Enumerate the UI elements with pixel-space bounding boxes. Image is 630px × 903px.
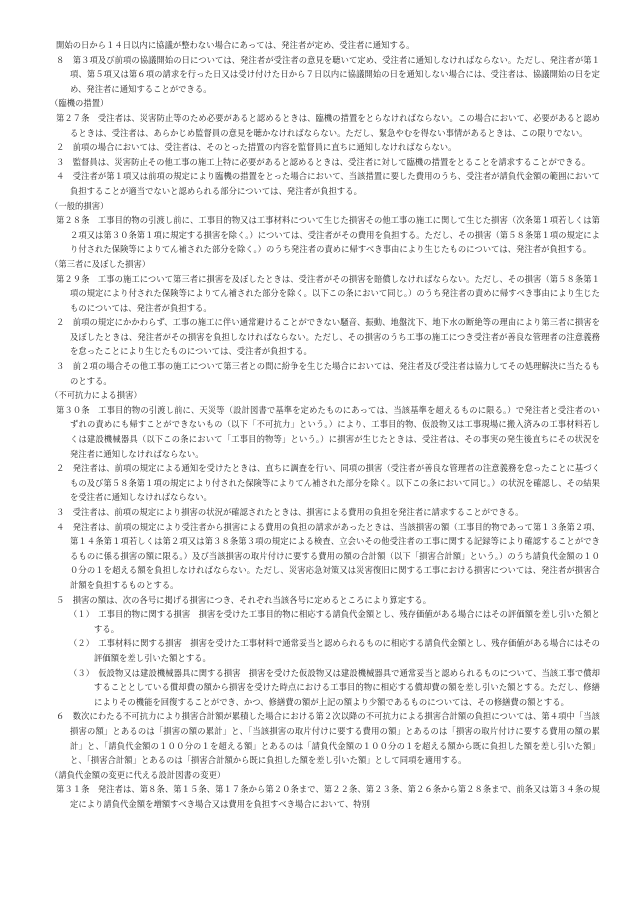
article-heading: （請負代金額の変更に代える設計図書の変更） [50,769,226,780]
paragraph: ３ 前２項の場合その他工事の施工について第三者との間に紛争を生じた場合においては、発注者及び受注者は協力してその処理解決に当たるものとする。 [56,361,600,386]
paragraph: ５ 損害の額は、次の各号に掲げる損害につき、それぞれ当該各号に定めるところにより算定する。 [56,594,432,605]
paragraph: ３ 監督員は、災害防止その他工事の施工上特に必要があると認めるときは、受注者に対して臨機の措置をとることを請求することができる。 [56,156,591,167]
paragraph: 第２７条 受注者は、災害防止等のため必要があると認めるときは、臨機の措置をとらなければならない。この場合において、必要があると認めるときは、受注者は、あらかじめ監督員の意見を聴かなければならない。ただし、緊急やむを得ない事情があるときは、この限りでない。 [56,112,600,138]
paragraph: 第３０条 工事目的物の引渡し前に、天災等（設計図書で基準を定めたものにあっては、当該基準を超えるものに限る。）で発注者と受注者のいずれの責めにも帰すことができないもの（以下「不可抗力」という。）により、工事目的物、仮設物又は工事現場に搬入済みの工事材料若しくは建設機械器具（以下この条において「工事目的物等」という。）に損害が生じたときは、受注者は、その事実の発生後直ちにその状況を発注者に通知しなければならない。 [56,404,600,459]
sub-item: （１） 工事目的物に関する損害 損害を受けた工事目的物に相応する請負代金額とし、残存価値がある場合にはその評価額を差し引いた額とする。 [69,609,600,634]
article-heading: （第三者に及ぼした損害） [50,258,151,269]
paragraph: ３ 受注者は、前項の規定により損害の状況が確認されたときは、損害による費用の負担を発注者に請求することができる。 [56,507,524,517]
article-heading: （不可抗力による損害） [50,390,142,401]
paragraph: 第２９条 工事の施工について第三者に損害を及ぼしたときは、受注者がその損害を賠償しなければならない。ただし、その損害（第５８条第１項の規定により付された保険等によりてん補された部分を除く。以下この条において同じ。）のうち発注者の責めに帰すべき事由により生じたものについては、発注者が負担する。 [56,273,600,313]
article-heading: （臨機の措置） [50,98,109,109]
paragraph: ２ 前項の場合においては、受注者は、そのとった措置の内容を監督員に直ちに通知しなければならない。 [56,142,457,153]
sub-item: （２） 工事材料に関する損害 損害を受けた工事材料で通常妥当と認められるものに相応する請負代金額とし、残存価値がある場合にはその評価額を差し引いた額とする。 [69,638,600,663]
paragraph: ８ 第３項及び前項の協議開始の日については、発注者が受注者の意見を聴いて定め、受注者に通知しなければならない。ただし、発注者が第１項、第５項又は第６項の請求を行った日又は受け付けた日から７日以内に協議開始の日を通知しない場合には、受注者は、協議開始の日を定め、発注者に通知することができる。 [56,54,600,94]
paragraph: ６ 数次にわたる不可抗力により損害合計額が累積した場合における第２次以降の不可抗力による損害合計額の負担については、第４項中「当該損害の額」とあるのは「損害の額の累計」と、「当該損害の取片付けに要する費用の額」とあるのは「損害の取片付けに要する費用の額の累計」と、「請負代金額の１００分の１を超える額」とあるのは「請負代金額の１００分の１を超える額から既に負担した額を差し引いた額」と、「損害合計額」とあるのは「損害合計額から既に負担した額を差し引いた額」として同項を適用する。 [56,711,600,766]
paragraph: ４ 受注者が第１項又は前項の規定により臨機の措置をとった場合において、当該措置に要した費用のうち、受注者が請負代金額の範囲において負担することが適当でないと認められる部分については、発注者が負担する。 [56,171,600,196]
paragraph: 第３１条 発注者は、第８条、第１５条、第１７条から第２０条まで、第２２条、第２３条、第２６条から第２８条まで、前条又は第３４条の規定により請負代金額を増額すべき場合又は費用を負担すべき場合において、特別 [56,784,600,809]
paragraph: 開始の日から１４日以内に協議が整わない場合にあっては、発注者が定め、受注者に通知する。 [56,40,415,50]
paragraph: ２ 前項の規定にかかわらず、工事の施工に伴い通常避けることができない騒音、振動、地盤沈下、地下水の断絶等の理由により第三者に損害を及ぼしたときは、発注者がその損害を負担しなければならない。ただし、その損害のうち工事の施工につき受注者が善良な管理者の注意義務を怠ったことにより生じたものについては、受注者が負担する。 [56,317,600,357]
paragraph: 第２８条 工事目的物の引渡し前に、工事目的物又は工事材料について生じた損害その他工事の施工に関して生じた損害（次条第１項若しくは第２項又は第３０条第１項に規定する損害を除く。）については、受注者がその費用を負担する。ただし、その損害（第５８条第１項の規定により付された保険等によりてん補された部分を除く。）のうち発注者の責めに帰すべき事由により生じたものについては、発注者が負担する。 [56,215,600,255]
article-heading: （一般的損害） [50,200,109,211]
paragraph: ４ 発注者は、前項の規定により受注者から損害による費用の負担の請求があったときは、当該損害の額（工事目的物であって第１３条第２項、第１４条第１項若しくは第２項又は第３８条第３項の規定による検査、立会いその他受注者の工事に関する記録等により確認することができるものに係る損害の額に限る。）及び当該損害の取片付けに要する費用の額の合計額（以下「損害合計額」という。）のうち請負代金額の１００分の１を超える額を負担しなければならない。ただし、災害応急対策又は災害復旧に関する工事における損害については、発注者が損害合計額を負担するものとする。 [56,521,600,590]
sub-item: （３） 仮設物又は建設機械器具に関する損害 損害を受けた仮設物又は建設機械器具で通常妥当と認められるものについて、当該工事で償却することとしている償却費の額から損害を受けた時点における工事目的物に相応する償却費の額を差し引いた額とする。ただし、修繕によりその機能を回復することができ、かつ、修繕費の額が上記の額より少額であるものについては、その修繕費の額とする。 [69,667,600,707]
paragraph: ２ 発注者は、前項の規定による通知を受けたときは、直ちに調査を行い、同項の損害（受注者が善良な管理者の注意義務を怠ったことに基づくもの及び第５８条第１項の規定により付された保険等によりてん補された部分を除く。以下この条において同じ。）の状況を確認し、その結果を受注者に通知しなければならない。 [56,463,600,503]
